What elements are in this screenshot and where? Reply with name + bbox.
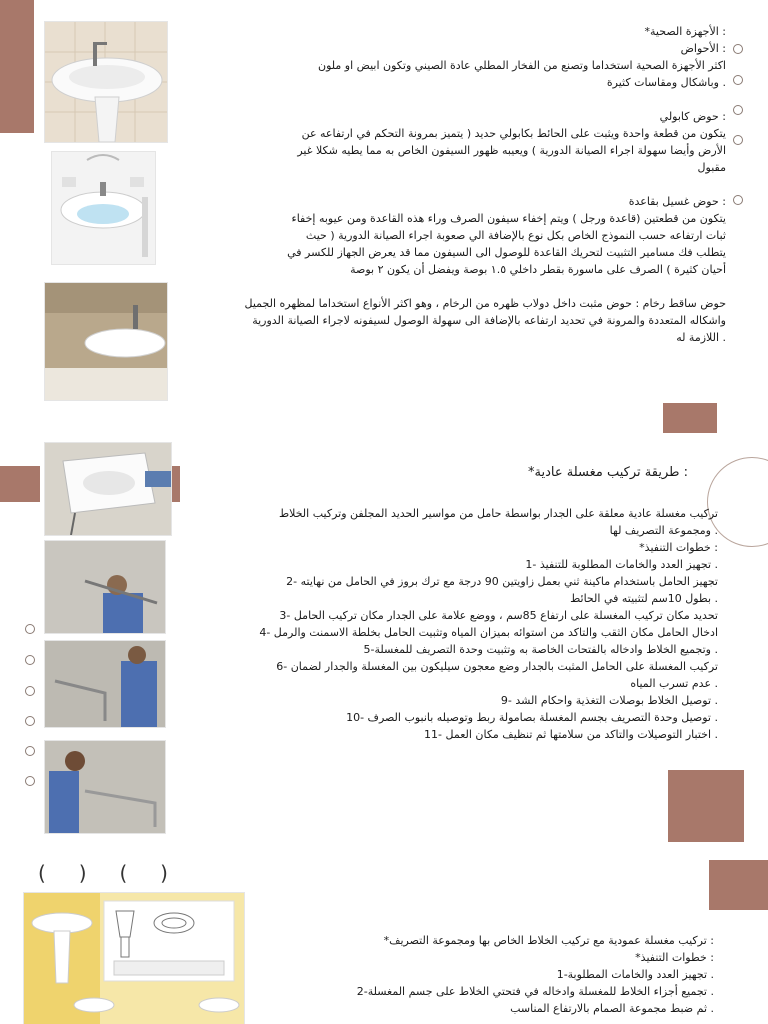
paren: ( xyxy=(119,861,128,885)
text-line: الأرض وأيضا سهولة اجراء الصيانة الدورية ) ويعيبه ظهور السيفون الخاص به مما يطيه شكلا غير xyxy=(297,144,726,157)
paren: ( xyxy=(38,861,46,885)
text-line: . اختبار التوصيلات والتاكد من سلامتها ثم تنظيف مكان العمل -11 xyxy=(424,728,718,741)
bullet xyxy=(25,716,35,726)
photo-sink-on-bracket xyxy=(45,443,171,535)
photo-pedestal-sink-catalog xyxy=(24,893,244,1024)
bullet xyxy=(733,195,743,205)
text-line xyxy=(206,176,726,193)
text-line: . ثم ضبط مجموعة الصمام بالارتفاع المناسب xyxy=(510,1002,714,1015)
bullet xyxy=(733,105,743,115)
text-line: يتطلب فك مسامير التثبيت لتحريك القاعدة للوصول الى السيفون مما قد يعرض الجهاز للكسر في xyxy=(287,246,726,259)
text-line: أحيان كثيرة ) الصرف على ماسورة بقطر داخلي ١.٥ بوصة ويفضل أن يكون ٢ بوصة xyxy=(350,263,726,276)
text-line: واشكاله المتعددة والمرونة في تحديد ارتفاعه بالإضافة الى سهولة الوصول لسيفونه لاجراء الصيانة الدورية xyxy=(252,314,726,327)
bullet xyxy=(25,655,35,665)
section1-text xyxy=(206,23,726,346)
text-line: : الأجهزة الصحية* xyxy=(644,25,726,38)
photo-pedestal-sink xyxy=(45,22,167,142)
text-line: . تجهيز العدد والخامات المطلوبة-1 xyxy=(556,968,714,981)
section2-text xyxy=(198,505,718,743)
photo-marble-vanity-sink xyxy=(45,283,167,400)
deco-square-right-2 xyxy=(668,770,744,842)
text-line: : خطوات التنفيذ* xyxy=(635,951,714,964)
text-line: مقبول xyxy=(697,161,726,174)
bullet xyxy=(25,776,35,786)
deco-rect-right-3 xyxy=(709,860,768,910)
text-line: تركيب مغسلة عادية معلقة على الجدار بواسطة حامل من مواسير الحديد المجلفن وتركيب الخلاط xyxy=(278,507,718,520)
text-line: . توصيل وحدة التصريف بجسم المغسلة بصامولة ربط وتوصيله بانبوب الصرف -10 xyxy=(346,711,718,724)
text-line: : الأحواض xyxy=(680,42,726,55)
text-line: يتكون من قطعة واحدة ويثبت على الحائط بكابولي حديد ( يتميز بمرونة التحكم في ارتفاعه عن xyxy=(301,127,726,140)
text-line: اكثر الأجهزة الصحية استخداما وتصنع من الفخار المطلي عادة الصيني وتكون ابيض او ملون xyxy=(317,59,726,72)
bullet xyxy=(25,746,35,756)
text-line: . عدم تسرب المياه xyxy=(630,677,718,690)
text-line: : حوض غسيل بقاعدة xyxy=(628,195,726,208)
section2-title xyxy=(528,464,688,481)
bullet xyxy=(733,44,743,54)
section-title: : طريقة تركيب مغسلة عادية* xyxy=(528,465,688,480)
text-line: تحديد مكان تركيب المغسلة على ارتفاع 85سم ، ووضع علامة على الجدار مكان تركيب الحامل -3 xyxy=(279,609,718,622)
paren: ) xyxy=(78,861,87,885)
text-line: . تجميع أجزاء الخلاط للمغسلة وادخاله في فتحتي الخلاط على جسم المغسلة-2 xyxy=(356,985,714,998)
section3-text xyxy=(254,932,714,1017)
text-line: تجهيز الحامل باستخدام ماكينة ثني بعمل زاويتين 90 درجة مع ترك بروز في الحامل من نهايته -2 xyxy=(286,575,718,588)
photo-worker-kneeling xyxy=(45,741,165,833)
text-line: ثبات ارتفاعه حسب النموذج الخاص بكل نوع بالإضافة الي صعوبة اجراء الصيانة الدورية ( حيث xyxy=(305,229,726,242)
photo-wall-hung-sink xyxy=(52,152,155,264)
decorative-parentheses xyxy=(38,861,168,885)
text-line: . وباشكال ومقاسات كثيرة xyxy=(606,76,726,89)
bullet xyxy=(25,686,35,696)
text-line: . وتجميع الخلاط وادخاله بالفتحات الخاصة به وتثبيت وحدة التصريف للمغسلة-5 xyxy=(363,643,718,656)
text-line: . بطول 10سم لتثبيته في الحائط xyxy=(570,592,718,605)
text-line: . تجهيز العدد والخامات المطلوبة للتنفيذ -1 xyxy=(525,558,718,571)
photo-installing-bracket xyxy=(45,641,165,727)
bullet xyxy=(733,135,743,145)
text-line: يتكون من قطعتين (قاعدة ورجل ) ويتم إخفاء سيفون الصرف وراء هذه القاعدة ومن عيوبه إخفاء xyxy=(291,212,726,225)
deco-bar-top-left xyxy=(0,0,34,133)
text-line: : حوض كابولي xyxy=(659,110,726,123)
text-line xyxy=(206,278,726,295)
text-line: ادخال الحامل مكان الثقب والتاكد من استوائه بميزان المياه وتثبيت الحامل بخلطة الاسمنت والرمل -4 xyxy=(259,626,718,639)
bullet xyxy=(25,624,35,634)
paren: ) xyxy=(160,861,168,885)
bullet xyxy=(733,75,743,85)
deco-rect-right-1 xyxy=(663,403,717,433)
text-line: . اللازمة له xyxy=(676,331,726,344)
text-line: : خطوات التنفيذ* xyxy=(639,541,718,554)
text-line: تركيب المغسلة على الحامل المثبت بالجدار وضع معجون سيليكون بين المغسلة والجدار لضمان -6 xyxy=(276,660,718,673)
text-line: . توصيل الخلاط بوصلات التغذية واحكام الشد -9 xyxy=(500,694,718,707)
text-line: . ومجموعة التصريف لها xyxy=(609,524,718,537)
photo-marking-wall xyxy=(45,541,165,633)
text-line xyxy=(206,91,726,108)
text-line: : تركيب مغسلة عمودية مع تركيب الخلاط الخاص بها ومجموعة التصريف* xyxy=(383,934,714,947)
text-line: حوض ساقط رخام : حوض مثبت داخل دولاب ظهره من الرخام ، وهو اكثر الأنواع استخداما لمظهره الجميل xyxy=(244,297,726,310)
deco-rect-left-2 xyxy=(0,466,40,502)
